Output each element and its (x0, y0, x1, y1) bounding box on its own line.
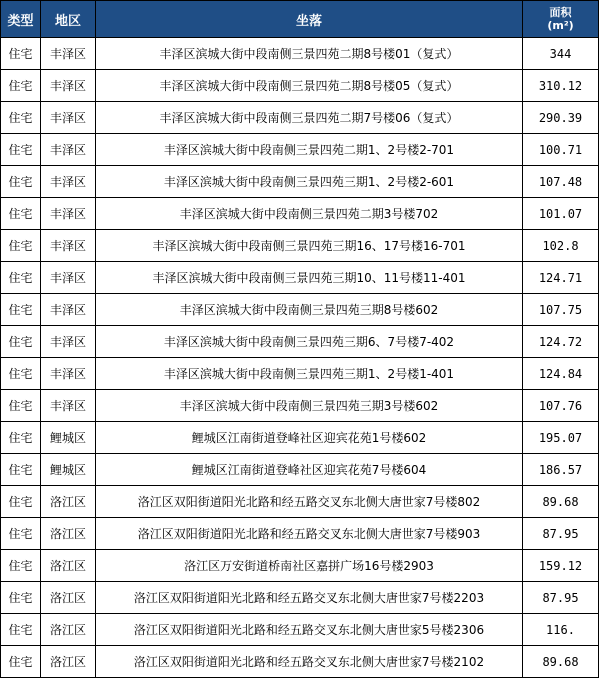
cell-area: 107.76 (523, 390, 599, 422)
cell-district: 丰泽区 (41, 262, 96, 294)
cell-type: 住宅 (1, 166, 41, 198)
cell-type: 住宅 (1, 262, 41, 294)
header-type: 类型 (1, 1, 41, 38)
table-row (1, 134, 599, 166)
cell-address: 洛江区双阳街道阳光北路和经五路交叉东北侧大唐世家7号楼903 (96, 518, 523, 550)
cell-address: 丰泽区滨城大街中段南侧三景四苑三期16、17号楼16-701 (96, 230, 523, 262)
table-row (1, 294, 599, 326)
table-row (1, 230, 599, 262)
cell-type: 住宅 (1, 486, 41, 518)
cell-district: 丰泽区 (41, 70, 96, 102)
cell-district: 丰泽区 (41, 294, 96, 326)
cell-district: 鲤城区 (41, 422, 96, 454)
table-row (1, 518, 599, 550)
cell-address: 丰泽区滨城大街中段南侧三景四苑三期1、2号楼2-601 (96, 166, 523, 198)
cell-address: 丰泽区滨城大街中段南侧三景四苑二期3号楼702 (96, 198, 523, 230)
cell-area: 124.72 (523, 326, 599, 358)
table-header (1, 1, 599, 38)
cell-type: 住宅 (1, 358, 41, 390)
cell-area: 107.48 (523, 166, 599, 198)
cell-area: 344 (523, 38, 599, 70)
table-row (1, 486, 599, 518)
cell-district: 丰泽区 (41, 230, 96, 262)
cell-district: 洛江区 (41, 646, 96, 678)
header-area-unit: (m²) (547, 19, 574, 32)
cell-district: 丰泽区 (41, 102, 96, 134)
header-row (1, 1, 599, 38)
table-row (1, 582, 599, 614)
cell-type: 住宅 (1, 646, 41, 678)
cell-address: 洛江区双阳街道阳光北路和经五路交叉东北侧大唐世家5号楼2306 (96, 614, 523, 646)
cell-district: 丰泽区 (41, 358, 96, 390)
table-row (1, 198, 599, 230)
cell-area: 124.84 (523, 358, 599, 390)
table-row (1, 166, 599, 198)
cell-area: 89.68 (523, 486, 599, 518)
cell-area: 124.71 (523, 262, 599, 294)
header-district: 地区 (41, 1, 96, 38)
cell-type: 住宅 (1, 230, 41, 262)
table-row (1, 358, 599, 390)
cell-type: 住宅 (1, 614, 41, 646)
cell-address: 丰泽区滨城大街中段南侧三景四苑二期7号楼06（复式） (96, 102, 523, 134)
cell-district: 洛江区 (41, 518, 96, 550)
cell-type: 住宅 (1, 38, 41, 70)
table-row (1, 550, 599, 582)
cell-address: 丰泽区滨城大街中段南侧三景四苑二期8号楼01（复式） (96, 38, 523, 70)
cell-area: 186.57 (523, 454, 599, 486)
table-row (1, 646, 599, 678)
cell-area: 195.07 (523, 422, 599, 454)
cell-address: 丰泽区滨城大街中段南侧三景四苑三期6、7号楼7-402 (96, 326, 523, 358)
table-row (1, 262, 599, 294)
cell-address: 丰泽区滨城大街中段南侧三景四苑三期3号楼602 (96, 390, 523, 422)
cell-address: 洛江区双阳街道阳光北路和经五路交叉东北侧大唐世家7号楼2203 (96, 582, 523, 614)
cell-area: 89.68 (523, 646, 599, 678)
cell-area: 102.8 (523, 230, 599, 262)
cell-district: 洛江区 (41, 550, 96, 582)
cell-address: 丰泽区滨城大街中段南侧三景四苑二期1、2号楼2-701 (96, 134, 523, 166)
cell-address: 丰泽区滨城大街中段南侧三景四苑三期8号楼602 (96, 294, 523, 326)
table-row (1, 70, 599, 102)
cell-type: 住宅 (1, 70, 41, 102)
cell-area: 87.95 (523, 518, 599, 550)
cell-district: 丰泽区 (41, 134, 96, 166)
cell-type: 住宅 (1, 454, 41, 486)
cell-area: 87.95 (523, 582, 599, 614)
table-body (1, 38, 599, 678)
header-address: 坐落 (96, 1, 523, 38)
cell-district: 丰泽区 (41, 198, 96, 230)
cell-type: 住宅 (1, 550, 41, 582)
table-row (1, 614, 599, 646)
cell-area: 107.75 (523, 294, 599, 326)
cell-district: 丰泽区 (41, 38, 96, 70)
cell-area: 116. (523, 614, 599, 646)
cell-address: 丰泽区滨城大街中段南侧三景四苑二期8号楼05（复式） (96, 70, 523, 102)
header-area-label: 面积 (549, 6, 572, 19)
table-row (1, 390, 599, 422)
cell-type: 住宅 (1, 134, 41, 166)
cell-area: 310.12 (523, 70, 599, 102)
cell-address: 洛江区双阳街道阳光北路和经五路交叉东北侧大唐世家7号楼802 (96, 486, 523, 518)
cell-area: 159.12 (523, 550, 599, 582)
cell-type: 住宅 (1, 198, 41, 230)
cell-district: 丰泽区 (41, 390, 96, 422)
cell-district: 鲤城区 (41, 454, 96, 486)
cell-address: 洛江区万安街道桥南社区嘉拼广场16号楼2903 (96, 550, 523, 582)
cell-address: 鲤城区江南街道登峰社区迎宾花苑7号楼604 (96, 454, 523, 486)
table-row (1, 38, 599, 70)
table-row (1, 454, 599, 486)
cell-type: 住宅 (1, 518, 41, 550)
cell-address: 丰泽区滨城大街中段南侧三景四苑三期1、2号楼1-401 (96, 358, 523, 390)
table-row (1, 326, 599, 358)
cell-district: 洛江区 (41, 614, 96, 646)
cell-type: 住宅 (1, 326, 41, 358)
cell-area: 101.07 (523, 198, 599, 230)
table-row (1, 102, 599, 134)
cell-district: 丰泽区 (41, 326, 96, 358)
cell-district: 洛江区 (41, 486, 96, 518)
cell-address: 丰泽区滨城大街中段南侧三景四苑三期10、11号楼11-401 (96, 262, 523, 294)
cell-type: 住宅 (1, 390, 41, 422)
cell-area: 100.71 (523, 134, 599, 166)
cell-address: 鲤城区江南街道登峰社区迎宾花苑1号楼602 (96, 422, 523, 454)
cell-area: 290.39 (523, 102, 599, 134)
cell-address: 洛江区双阳街道阳光北路和经五路交叉东北侧大唐世家7号楼2102 (96, 646, 523, 678)
cell-type: 住宅 (1, 422, 41, 454)
cell-type: 住宅 (1, 582, 41, 614)
header-area (523, 1, 599, 38)
cell-type: 住宅 (1, 102, 41, 134)
cell-district: 洛江区 (41, 582, 96, 614)
table-row (1, 422, 599, 454)
cell-type: 住宅 (1, 294, 41, 326)
cell-district: 丰泽区 (41, 166, 96, 198)
